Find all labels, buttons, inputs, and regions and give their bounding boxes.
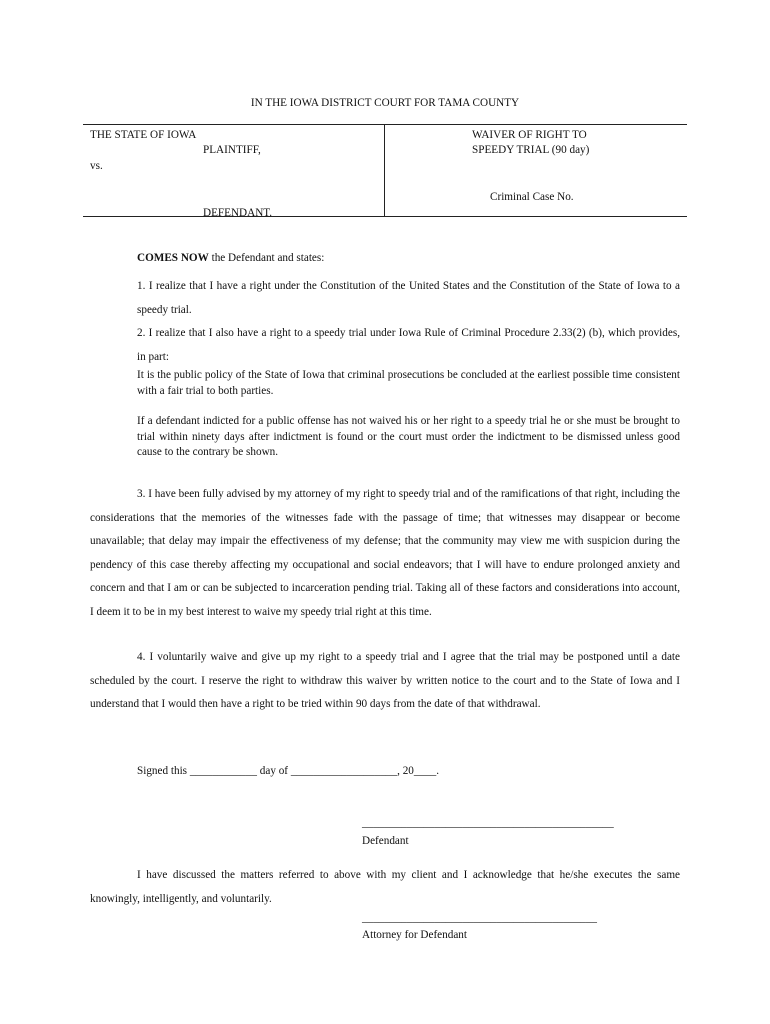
caption-top-rule — [83, 124, 687, 125]
case-number-label: Criminal Case No. — [490, 191, 574, 203]
document-title-line2: SPEEDY TRIAL (90 day) — [472, 144, 590, 156]
versus-label: vs. — [90, 160, 103, 172]
defendant-signature-line: _____________________________________________ — [362, 817, 614, 829]
defendant-label: DEFENDANT. — [203, 207, 273, 219]
item-3: 3. I have been fully advised by my attorney of my right to speedy trial and of the ramifications of that right, including the considerations that the memories of the witnesses fade with the passage of time; that witnesses may disappear or become unavailable; that delay may impair the effectiveness of my defense; that the community may view me with suspicion during the pendency of this case thereby affecting my occupational and social endeavors; that I will have to endure prolonged anxiety and concern and that I am or can be subjected to incarceration pending trial. Taking all of these factors and considerations into account, I deem it to be in my best interest to waive my speedy trial right at this time. — [90, 488, 680, 618]
signed-date-line: Signed this ____________ day of ___________________, 20____. — [137, 765, 440, 777]
defendant-signature-label: Defendant — [362, 835, 409, 847]
attorney-signature-label: Attorney for Defendant — [362, 929, 467, 941]
caption-bottom-rule — [83, 216, 687, 217]
item-4: 4. I voluntarily waive and give up my right to a speedy trial and I agree that the trial may be postponed until a date scheduled by the court. I reserve the right to withdraw this waiver by written notice to the court and to the State of Iowa and I understand that I would then have a right to be tried within 90 days from the date of that withdrawal. — [90, 651, 680, 710]
attorney-statement: I have discussed the matters referred to above with my client and I acknowledge that he/she executes the same knowingly, intelligently, and voluntarily. — [90, 869, 680, 905]
document-title-line1: WAIVER OF RIGHT TO — [472, 129, 587, 141]
quote-ninety-days: If a defendant indicted for a public offense has not waived his or her right to a speedy trial he or she must be brought to trial within ninety days after indictment is found or the court must order the indictment to be dismissed unless good cause to the contrary be shown. — [137, 415, 680, 458]
comes-now-line — [137, 251, 324, 265]
court-title: IN THE IOWA DISTRICT COURT FOR TAMA COUNTY — [250, 97, 520, 109]
comes-now-text: the Defendant and states: — [208, 252, 325, 264]
attorney-signature-line: __________________________________________ — [362, 912, 597, 924]
quote-public-policy: It is the public policy of the State of Iowa that criminal prosecutions be concluded at the earliest possible time consistent with a fair trial to both parties. — [137, 369, 680, 397]
plaintiff-label: PLAINTIFF, — [203, 144, 261, 156]
plaintiff-name: THE STATE OF IOWA — [90, 129, 197, 141]
item-1: 1. I realize that I have a right under the Constitution of the United States and the Constitution of the State of Iowa to a speedy trial. — [137, 280, 680, 316]
caption-divider — [384, 124, 385, 216]
comes-now-bold: COMES NOW — [137, 252, 209, 264]
item-2: 2. I realize that I also have a right to a speedy trial under Iowa Rule of Criminal Procedure 2.33(2) (b), which provides, in part: — [137, 327, 680, 363]
